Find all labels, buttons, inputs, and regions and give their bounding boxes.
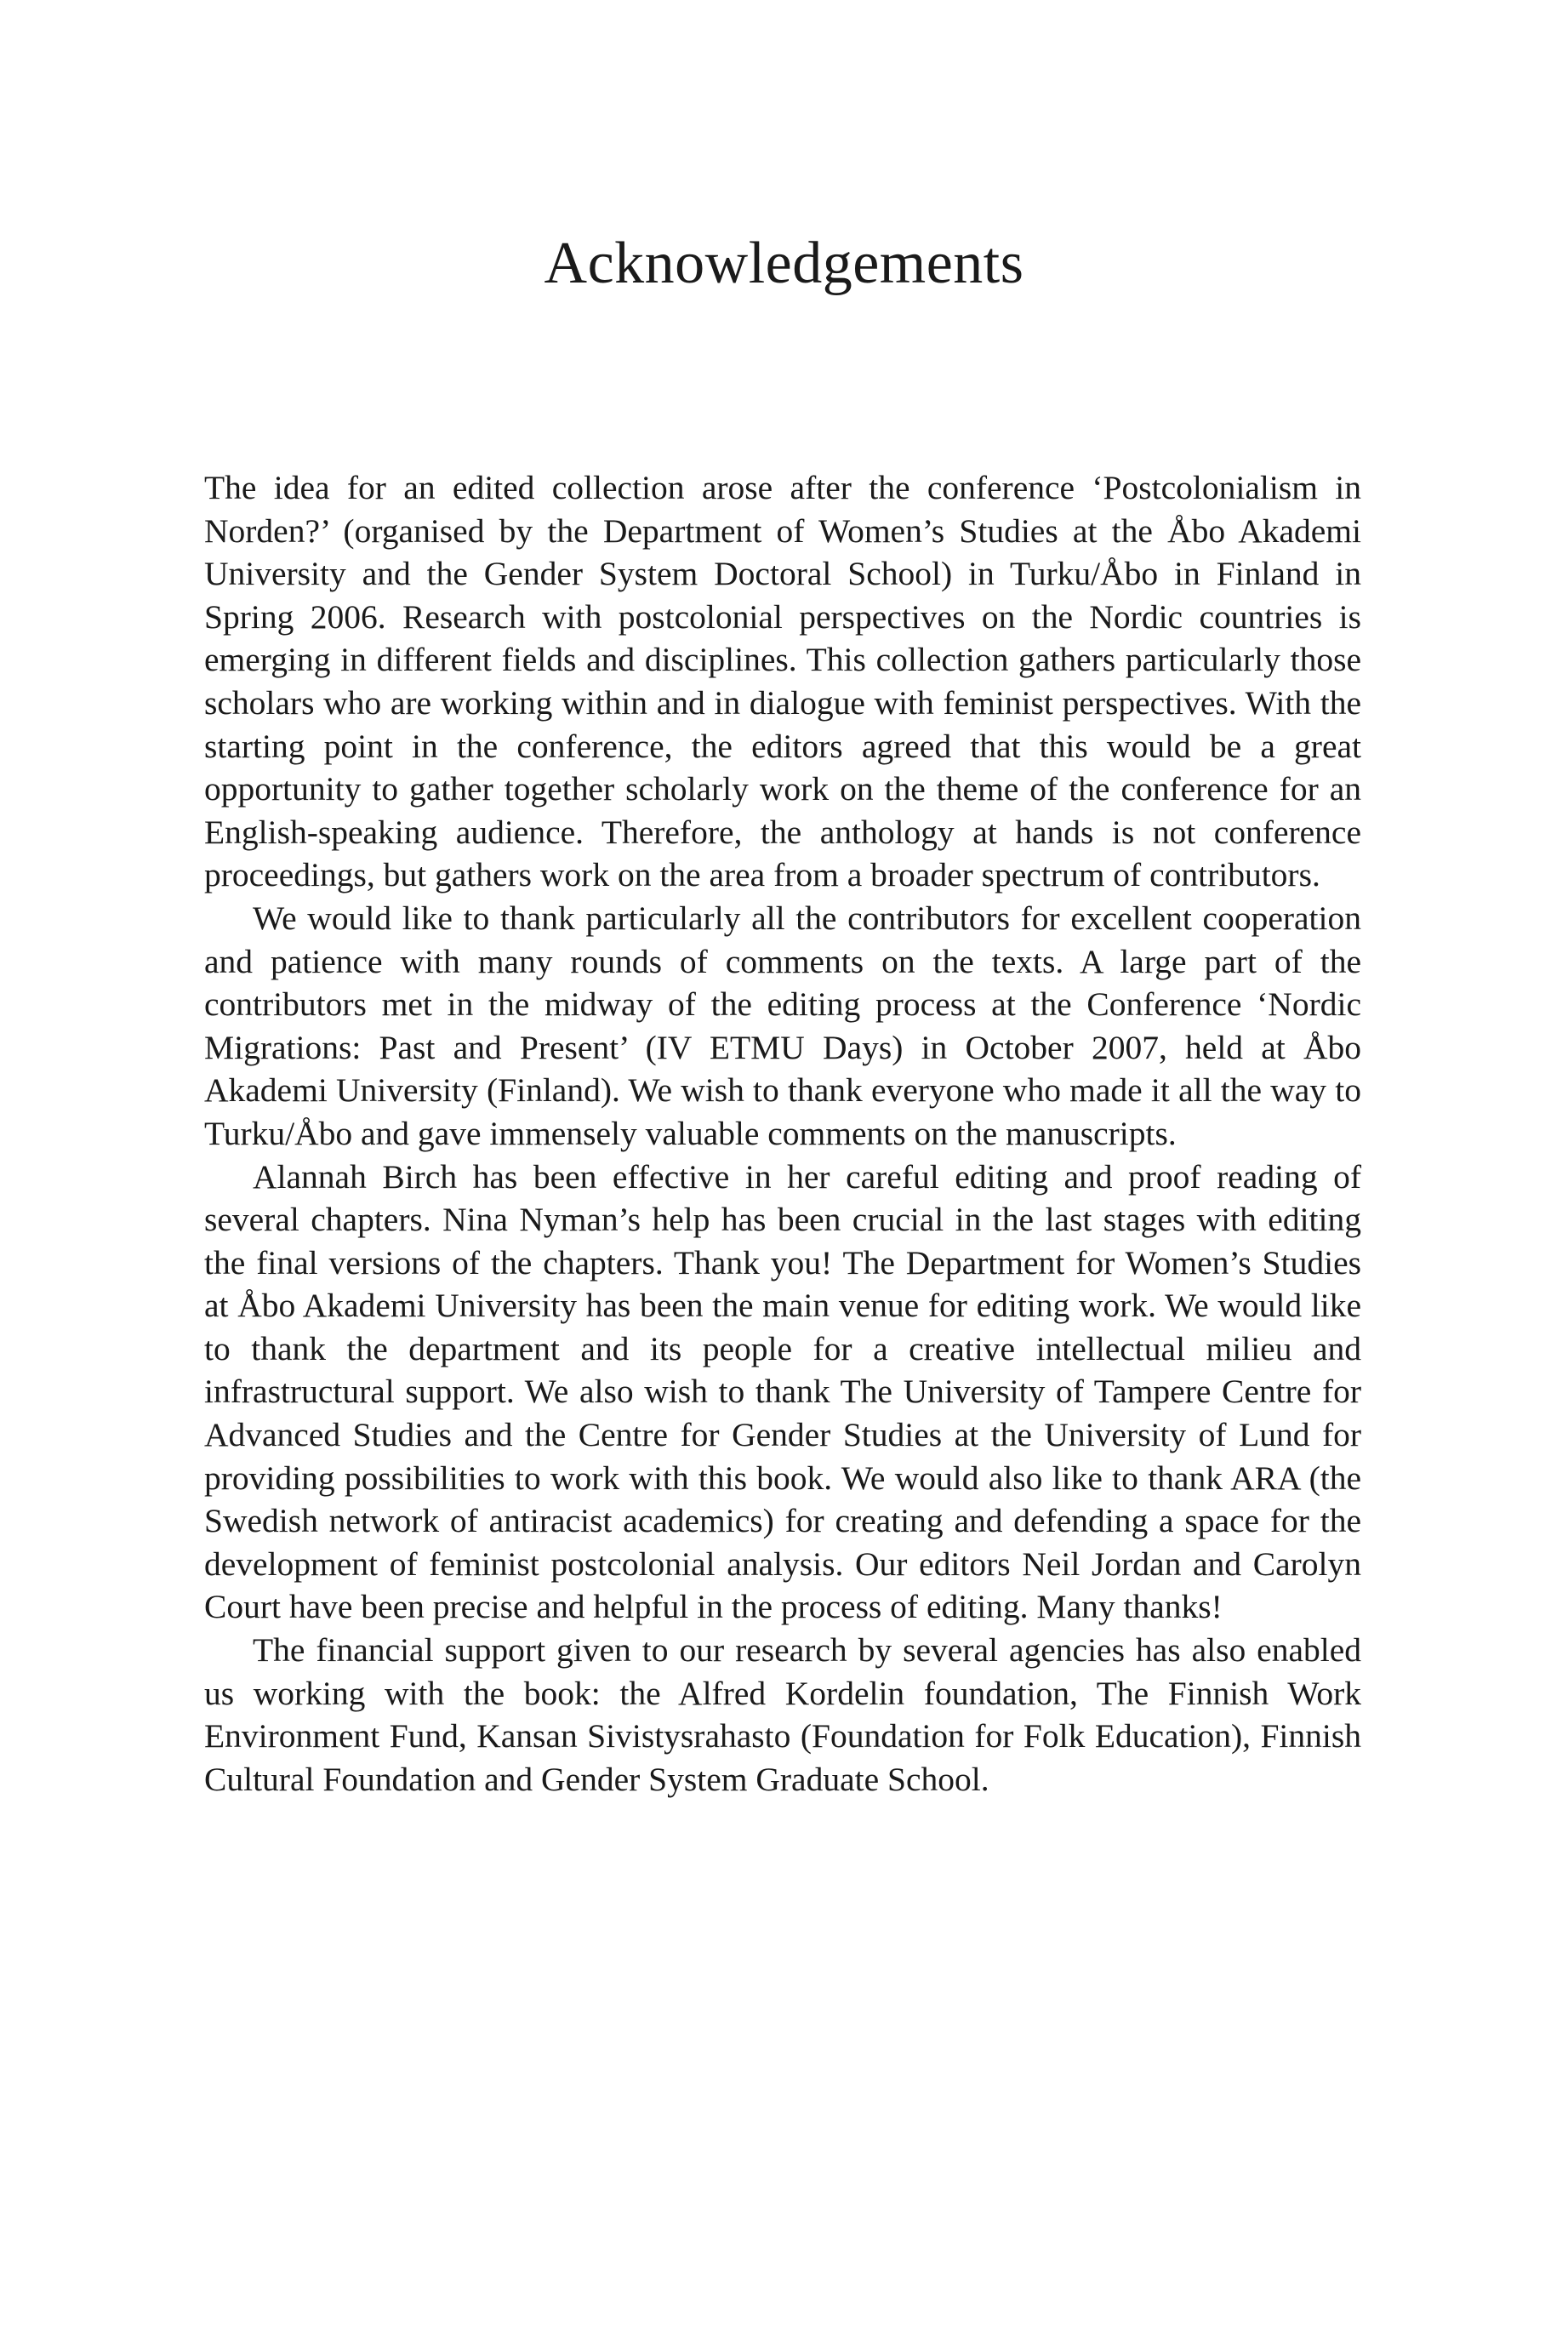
page-title: Acknowledgements	[544, 231, 1024, 296]
paragraph-3: Alannah Birch has been effective in her careful editing and proof reading of several chapters. Nina Nyman’s help has been crucial in the last stages with editing the final versions of the chapters. Thank you! The Department for Women’s Studies at Åbo Akademi University has been the main venue for editing work. We would like to thank the department and its people for a creative intellectual milieu and infrastructural support. We also wish to thank The University of Tampere Centre for Advanced Studies and the Centre for Gender Studies at the University of Lund for providing possibilities to work with this book. We would also like to thank ARA (the Swedish network of antiracist academics) for creating and defending a space for the development of feminist postcolonial analysis. Our editors Neil Jordan and Carolyn Court have been precise and helpful in the process of editing. Many thanks!	[204, 1157, 1361, 1626]
paragraph-2: We would like to thank particularly all the contributors for excellent cooperation and patience with many rounds of comments on the texts. A large part of the contributors met in the midway of the editing process at the Conference ‘Nordic Migrations: Past and Present’ (IV ETMU Days) in October 2007, held at Åbo Akademi University (Finland). We wish to thank everyone who made it all the way to Turku/Åbo and gave immensely valuable comments on the manuscripts.	[204, 899, 1361, 1152]
paragraph-4: The financial support given to our research by several agencies has also enabled us working with the book: the Alfred Kordelin foundation, The Finnish Work Environment Fund, Kansan Sivistysrahasto (Foundation for Folk Education), Finnish Cultural Foundation and Gender System Graduate School.	[204, 1631, 1361, 1798]
acknowledgements-body	[204, 466, 1361, 1801]
paragraph-1: The idea for an edited collection arose after the conference ‘Postcolonialism in Norden?’ (organised by the Department of Women’s Studies at the Åbo Akademi University and the Gender System Doctoral School) in Turku/Åbo in Finland in Spring 2006. Research with postcolonial perspectives on the Nordic countries is emerging in different fields and disciplines. This collection gathers particularly those scholars who are working within and in dialogue with feminist perspectives. With the starting point in the conference, the editors agreed that this would be a great opportunity to gather together scholarly work on the theme of the conference for an English-speaking audience. Therefore, the anthology at hands is not conference proceedings, but gathers work on the area from a broader spectrum of contributors.	[204, 469, 1361, 894]
